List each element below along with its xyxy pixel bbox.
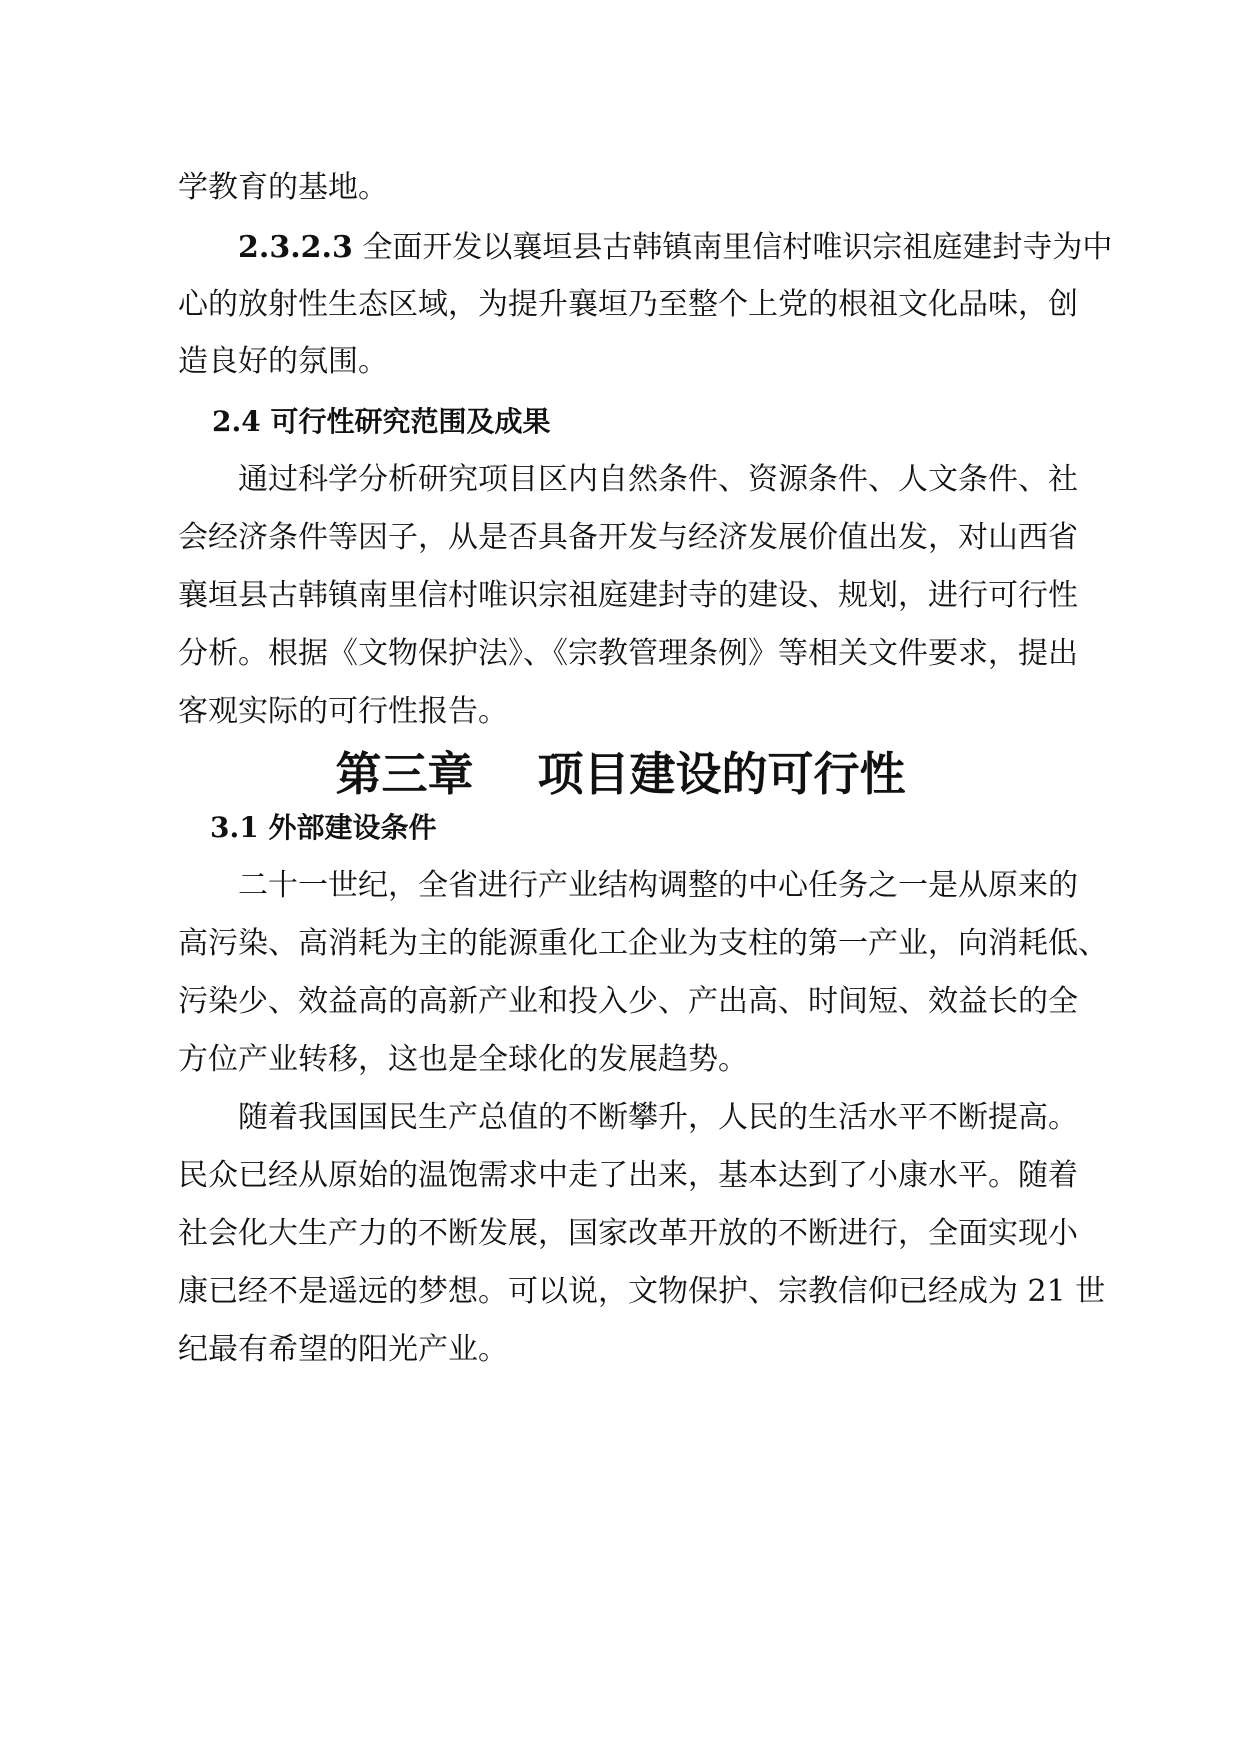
paragraph-line: 方位产业转移，这也是全球化的发展趋势。: [178, 1042, 748, 1077]
paragraph-line: 二十一世纪，全省进行产业结构调整的中心任务之一是从原来的: [238, 868, 1078, 903]
section-heading-3-1: 3.1 外部建设条件: [210, 811, 437, 844]
paragraph-line: 心的放射性生态区域，为提升襄垣乃至整个上党的根祖文化品味，创: [178, 287, 1078, 322]
chapter-title: 第三章 项目建设的可行性: [335, 747, 906, 801]
paragraph-line: 污染少、效益高的高新产业和投入少、产出高、时间短、效益长的全: [178, 984, 1078, 1019]
paragraph-line: 学教育的基地。: [178, 170, 388, 205]
paragraph-line: 造良好的氛围。: [178, 344, 388, 379]
paragraph-line: 分析。根据《文物保护法》、《宗教管理条例》等相关文件要求，提出: [178, 636, 1078, 671]
section-heading-2-4: 2.4 可行性研究范围及成果: [212, 405, 551, 438]
paragraph-line: 会经济条件等因子，从是否具备开发与经济发展价值出发，对山西省: [178, 520, 1078, 555]
section-number: 2.3.2.3: [238, 230, 353, 265]
paragraph-line: 通过科学分析研究项目区内自然条件、资源条件、人文条件、社: [238, 462, 1078, 497]
paragraph-line: [178, 228, 1113, 268]
paragraph-text: 全面开发以襄垣县古韩镇南里信村唯识宗祖庭建封寺为中: [352, 230, 1113, 265]
paragraph-line: 纪最有希望的阳光产业。: [178, 1332, 508, 1367]
paragraph-line: 社会化大生产力的不断发展，国家改革开放的不断进行，全面实现小: [178, 1216, 1078, 1251]
paragraph-line: 襄垣县古韩镇南里信村唯识宗祖庭建封寺的建设、规划，进行可行性: [178, 578, 1078, 613]
paragraph-line: 随着我国国民生产总值的不断攀升，人民的生活水平不断提高。: [238, 1100, 1078, 1135]
paragraph-line: 民众已经从原始的温饱需求中走了出来，基本达到了小康水平。随着: [178, 1158, 1078, 1193]
paragraph-line: 客观实际的可行性报告。: [178, 694, 508, 729]
paragraph-line: 高污染、高消耗为主的能源重化工企业为支柱的第一产业，向消耗低、: [178, 926, 1108, 961]
paragraph-line: 康已经不是遥远的梦想。可以说，文物保护、宗教信仰已经成为 21 世: [178, 1274, 1106, 1309]
